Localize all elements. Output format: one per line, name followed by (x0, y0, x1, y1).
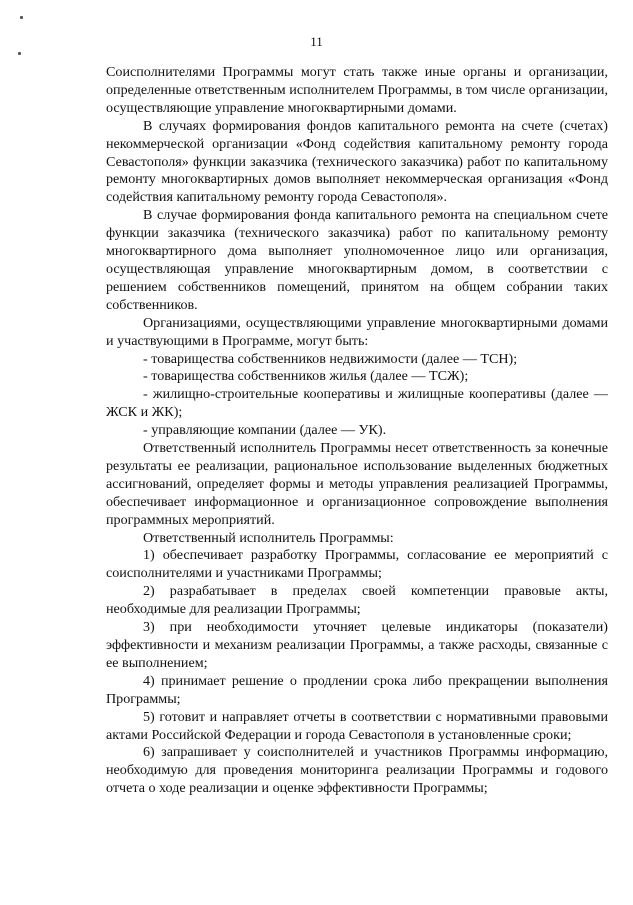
scan-speck (18, 52, 21, 55)
paragraph: В случаях формирования фондов капитального ремонта на счете (счетах) некоммерческой организации «Фонд содействия капитальному ремонту города Севастополя» функции заказчика (технического заказчика) работ по капитальному ремонту многоквартирных домов выполняет некоммерческая организация «Фонд содействия капитальному ремонту города Севастополя». (106, 117, 608, 206)
paragraph: 2) разрабатывает в пределах своей компетенции правовые акты, необходимые для реализации Программы; (106, 583, 608, 618)
paragraph: 6) запрашивает у соисполнителей и участников Программы информацию, необходимую для проведения мониторинга реализации Программы и годового отчета о ходе реализации и оценке эффективности Программы; (106, 744, 608, 797)
document-body (106, 64, 608, 798)
paragraph: 1) обеспечивает разработку Программы, согласование ее мероприятий с соисполнителями и участниками Программы; (106, 547, 608, 582)
paragraph: В случае формирования фонда капитального ремонта на специальном счете функции заказчика (технического заказчика) работ по капитальному ремонту многоквартирного дома выполняет уполномоченное лицо или организация, осуществляющая управление многоквартирным домом, в соответствии с решением собственников помещений, принятом на общем собрании таких собственников. (106, 207, 608, 313)
scan-speck (20, 16, 23, 19)
paragraph: 5) готовит и направляет отчеты в соответствии с нормативными правовыми актами Российской Федерации и города Севастополя в установленные сроки; (106, 708, 608, 743)
paragraph: - управляющие компании (далее — УК). (143, 422, 387, 439)
paragraph: - жилищно-строительные кооперативы и жилищные кооперативы (далее — ЖСК и ЖК); (106, 386, 608, 421)
paragraph: - товарищества собственников недвижимости (далее — ТСН); (143, 350, 518, 367)
paragraph: Соисполнителями Программы могут стать также иные органы и организации, определенные ответственным исполнителем Программы, в том числе организации, осуществляющие управление многоквартирными домами. (106, 64, 608, 116)
paragraph: Ответственный исполнитель Программы несет ответственность за конечные результаты ее реализации, рациональное использование выделенных бюджетных ассигнований, определяет формы и методы управления реализацией Программы, обеспечивает информационное и организационное сопровождение выполнения программных мероприятий. (106, 440, 608, 528)
paragraph: Ответственный исполнитель Программы: (143, 529, 394, 546)
paragraph: 3) при необходимости уточняет целевые индикаторы (показатели) эффективности и механизм реализации Программы, а также расходы, связанные с ее выполнением; (106, 619, 608, 671)
paragraph: Организациями, осуществляющими управление многоквартирными домами и участвующими в Программе, могут быть: (106, 314, 608, 349)
paragraph: - товарищества собственников жилья (далее — ТСЖ); (143, 368, 469, 385)
page-number: 11 (310, 34, 323, 49)
paragraph: 4) принимает решение о продлении срока либо прекращении выполнения Программы; (106, 672, 608, 707)
